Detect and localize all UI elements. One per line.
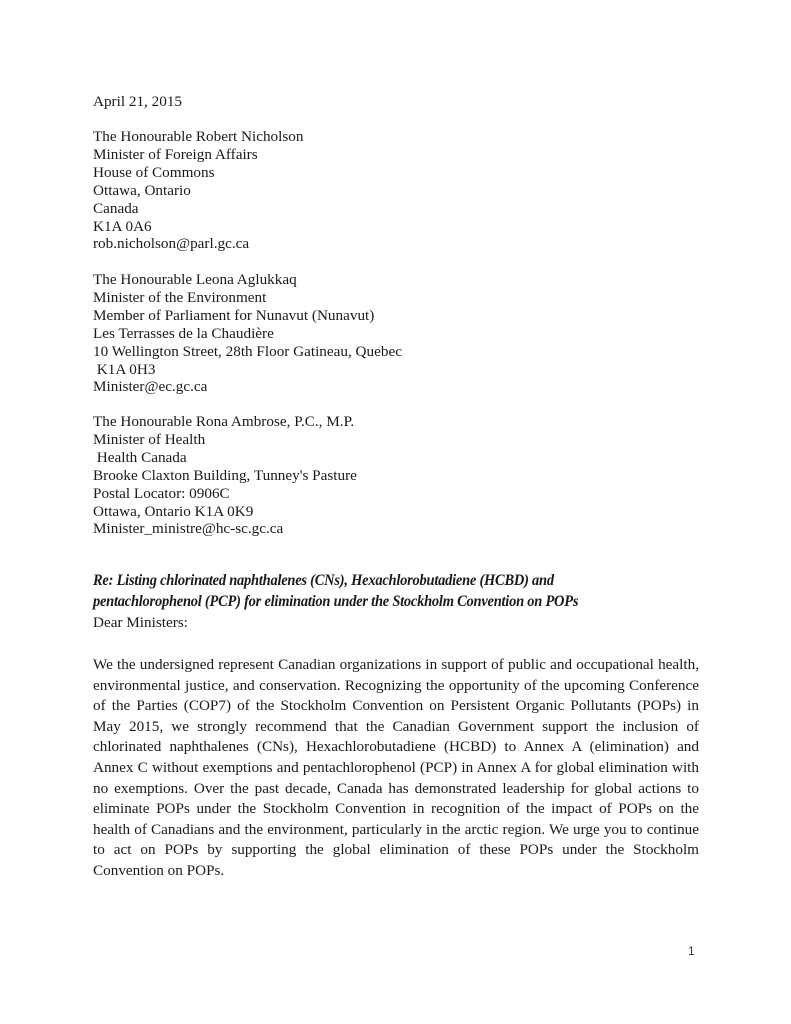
- recipient-title: Minister of the Environment: [93, 288, 267, 306]
- subject-line: [93, 570, 695, 612]
- recipient-address-line: Ottawa, Ontario K1A 0K9: [93, 502, 254, 520]
- subject-line-2: pentachlorophenol (PCP) for elimination under the Stockholm Convention on POPs: [93, 593, 579, 610]
- recipient-title: Minister of Foreign Affairs: [93, 145, 258, 163]
- recipient-email: rob.nicholson@parl.gc.ca: [93, 235, 250, 253]
- letter-date: April 21, 2015: [93, 93, 183, 110]
- salutation: Dear Ministers:: [93, 614, 188, 631]
- recipient-address-line: Canada: [93, 199, 139, 217]
- recipient-name: The Honourable Rona Ambrose, P.C., M.P.: [93, 413, 355, 430]
- recipient-address-line: Brooke Claxton Building, Tunney's Pasture: [93, 466, 357, 484]
- recipient-title: Minister of Health: [93, 430, 206, 448]
- recipient-address-line: Postal Locator: 0906C: [93, 484, 230, 502]
- recipient-address-line: Member of Parliament for Nunavut (Nunavut): [93, 306, 375, 324]
- recipient-address-line: Ottawa, Ontario: [93, 181, 191, 199]
- recipient-email: Minister@ec.gc.ca: [93, 378, 208, 396]
- subject-line-1: Re: Listing chlorinated naphthalenes (CNs), Hexachlorobutadiene (HCBD) and: [93, 572, 554, 589]
- recipient-name: The Honourable Leona Aglukkaq: [93, 271, 297, 288]
- recipient-postal-code: K1A 0A6: [93, 217, 152, 235]
- recipient-address-line: Health Canada: [93, 448, 187, 466]
- recipient-address-line: 10 Wellington Street, 28th Floor Gatineau, Quebec: [93, 342, 402, 360]
- body-paragraph: We the undersigned represent Canadian organizations in support of public and occupational health, environmental justice, and conservation. Recognizing the opportunity of the upcoming Conference of the Parties (COP7) of the Stockholm Convention on Persistent Organic Pollutants (POPs) in May 2015, we strongly recommend that the Canadian Government support the inclusion of chlorinated naphthalenes (CNs), Hexachlorobutadiene (HCBD) to Annex A (elimination) and Annex C without exemptions and pentachlorophenol (PCP) in Annex A for global elimination with no exemptions. Over the past decade, Canada has demonstrated leadership for global actions to eliminate POPs under the Stockholm Convention in recognition of the impact of POPs on the health of Canadians and the environment, particularly in the arctic region. We urge you to continue to act on POPs by supporting the global elimination of these POPs under the Stockholm Convention on POPs.: [93, 656, 699, 879]
- recipient-address-line: House of Commons: [93, 163, 215, 181]
- recipient-address-health: [93, 413, 699, 538]
- recipient-email: Minister_ministre@hc-sc.gc.ca: [93, 520, 284, 538]
- recipient-address-environment: [93, 271, 699, 396]
- recipient-address-foreign-affairs: [93, 128, 699, 253]
- recipient-address-line: Les Terrasses de la Chaudière: [93, 324, 274, 342]
- recipient-name: The Honourable Robert Nicholson: [93, 128, 304, 145]
- recipient-postal-code: K1A 0H3: [93, 360, 156, 378]
- page-number: 1: [688, 944, 695, 958]
